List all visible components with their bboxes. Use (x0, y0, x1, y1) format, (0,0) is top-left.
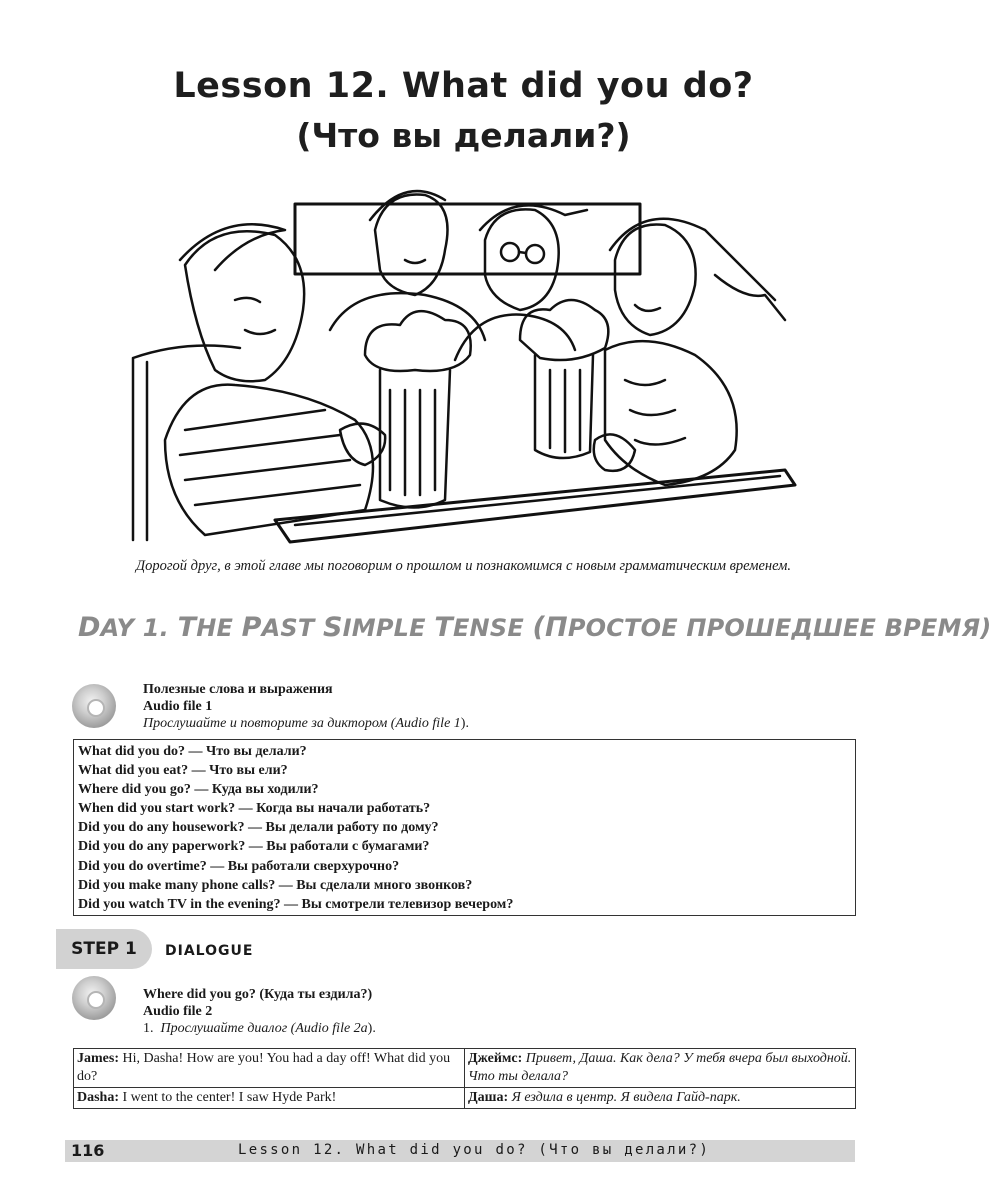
page-title: Lesson 12. What did you do? (173, 66, 754, 106)
page-subtitle: (Что вы делали?) (296, 116, 631, 155)
vocab-item: What did you eat? — Что вы ели? (78, 763, 288, 779)
vocab-item: Where did you go? — Куда вы ходили? (78, 782, 319, 798)
vocab-item: Did you make many phone calls? — Вы сделали много звонков? (78, 877, 473, 893)
page-footer (65, 1140, 855, 1162)
vocabulary-box (73, 739, 856, 916)
table-row (74, 1088, 856, 1109)
vocab-item: Did you do overtime? — Вы работали сверхурочно? (78, 858, 400, 874)
audio-section-2 (143, 986, 376, 1037)
audio-label: Audio file 2 (143, 1004, 213, 1019)
day-heading: DAY 1. THE PAST SIMPLE TENSE (ПРОСТОЕ ПРОШЕДШЕЕ ВРЕМЯ) (78, 612, 991, 643)
step-label: DIALOGUE (165, 943, 254, 959)
dialogue-table (73, 1048, 856, 1109)
audio-label: Audio file 1 (143, 699, 213, 714)
cd-icon[interactable] (72, 976, 116, 1020)
vocab-item: Did you do any paperwork? — Вы работали с бумагами? (78, 839, 430, 855)
dialogue-english: Dasha: I went to the center! I saw Hyde Park! (74, 1088, 465, 1109)
dialogue-russian: Джеймс: Привет, Даша. Как дела? У тебя вчера был выходной. Что ты делала? (465, 1049, 856, 1088)
instruction: 1. Прослушайте диалог (Audio file 2a). (143, 1021, 376, 1036)
vocab-item: Did you do any housework? — Вы делали работу по дому? (78, 820, 439, 836)
cd-icon[interactable] (72, 684, 116, 728)
step-badge: STEP 1 (56, 929, 152, 969)
instruction: Прослушайте и повторите за диктором (Audio file 1). (143, 716, 469, 731)
running-title: Lesson 12. What did you do? (Что вы делали?) (238, 1142, 711, 1158)
page-number: 116 (71, 1141, 105, 1160)
dialogue-russian: Даша: Я ездила в центр. Я видела Гайд-парк. (465, 1088, 856, 1109)
illustration (125, 180, 800, 550)
vocab-item: What did you do? — Что вы делали? (78, 744, 307, 759)
dialogue-english: James: Hi, Dasha! How are you! You had a day off! What did you do? (74, 1049, 465, 1088)
audio-section-1 (143, 681, 469, 732)
vocab-item: Did you watch TV in the evening? — Вы смотрели телевизор вечером? (78, 896, 514, 912)
chapter-intro-caption: Дорогой друг, в этой главе мы поговорим о прошлом и познакомимся с новым грамматическим временем. (135, 558, 792, 574)
section-heading: Where did you go? (Куда ты ездила?) (143, 987, 373, 1002)
table-row (74, 1049, 856, 1088)
section-heading: Полезные слова и выражения (143, 682, 333, 697)
vocab-item: When did you start work? — Когда вы начали работать? (78, 801, 431, 817)
